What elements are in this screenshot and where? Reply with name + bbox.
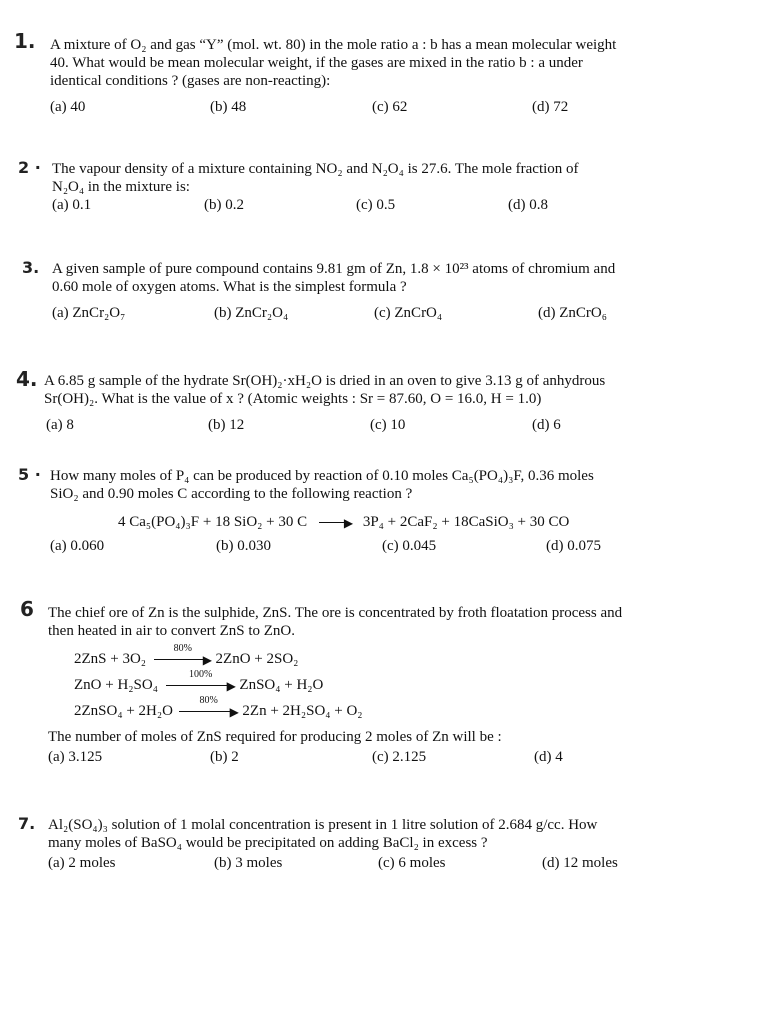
arrow-head-icon: ▶ (202, 652, 213, 667)
question-text-line: 40. What would be mean molecular weight, if the gases are mixed in the ratio b : a under (50, 55, 583, 71)
question-text-line: SiO₂ and 0.90 moles C according to the following reaction ? (50, 486, 413, 502)
option-a: (a) 0.1 (52, 197, 92, 213)
question-text-line: A 6.85 g sample of the hydrate Sr(OH)₂·xH₂O is dried in an oven to give 3.13 g of anhydrous (44, 373, 606, 389)
option-d: (d) 4 (534, 749, 563, 765)
arrow-head-icon: ▶ (229, 704, 239, 719)
option-c: (c) 62 (372, 99, 408, 115)
yield-label: 100% (189, 669, 213, 681)
question-text-line: identical conditions ? (gases are non-reacting): (50, 73, 331, 89)
option-b: (b) 48 (210, 99, 247, 115)
option-b: (b) 0.030 (216, 538, 271, 554)
option-b: (b) 2 (210, 749, 239, 765)
question-number: 4. (16, 367, 38, 391)
question-text-line: A mixture of O₂ and gas “Y” (mol. wt. 80) in the mole ratio a : b has a mean molecular weight (50, 37, 617, 53)
question-number: 5 · (18, 465, 41, 484)
options-row (52, 304, 702, 322)
products: 2Zn + 2H₂SO₄ + O₂ (242, 703, 363, 719)
question-text-line: then heated in air to convert ZnS to ZnO. (48, 623, 296, 639)
question-text-line: The chief ore of Zn is the sulphide, ZnS. The ore is concentrated by froth floatation process and (48, 605, 623, 621)
arrow-head-icon: ▶ (226, 678, 236, 693)
options-row (50, 537, 700, 555)
reactants: 2ZnSO₄ + 2H₂O (74, 703, 173, 719)
option-c: (c) ZnCrO₄ (374, 305, 443, 321)
question-text-line: N₂O₄ in the mixture is: (52, 179, 190, 195)
option-d: (d) 72 (532, 99, 569, 115)
option-b: (b) 3 moles (214, 855, 283, 871)
yield-arrow (179, 695, 239, 721)
arrow-shaft-icon (179, 711, 233, 712)
option-a: (a) 8 (46, 417, 74, 433)
reactants: ZnO + H₂SO₄ (74, 677, 158, 693)
option-a: (a) 40 (50, 99, 86, 115)
option-c: (c) 10 (370, 417, 406, 433)
reaction-equation (118, 513, 569, 532)
option-d: (d) 0.8 (508, 197, 548, 213)
question-text-line: Al₂(SO₄)₃ solution of 1 molal concentration is present in 1 litre solution of 2.684 g/cc. How (48, 817, 598, 833)
question-text-line: Sr(OH)₂. What is the value of x ? (Atomic weights : Sr = 87.60, O = 16.0, H = 1.0) (44, 391, 542, 407)
reactants: 4 Ca₅(PO₄)₃F + 18 SiO₂ + 30 C (118, 514, 308, 530)
option-a: (a) 2 moles (48, 855, 116, 871)
option-a: (a) 0.060 (50, 538, 105, 554)
option-b: (b) ZnCr₂O₄ (214, 305, 289, 321)
options-row (48, 854, 698, 872)
arrow-head-icon: ▶ (343, 515, 354, 530)
question-number: 7. (18, 814, 36, 833)
yield-label: 80% (199, 695, 218, 707)
option-a: (a) ZnCr₂O₇ (52, 305, 126, 321)
option-a: (a) 3.125 (48, 749, 103, 765)
option-d: (d) 6 (532, 417, 561, 433)
option-c: (c) 0.045 (382, 538, 437, 554)
option-b: (b) 12 (208, 417, 245, 433)
options-row (52, 196, 702, 214)
option-d: (d) 12 moles (542, 855, 618, 871)
options-row (48, 748, 698, 766)
option-d: (d) 0.075 (546, 538, 601, 554)
arrow-shaft-icon (166, 685, 230, 686)
question-text-line: 0.60 mole of oxygen atoms. What is the simplest formula ? (52, 279, 407, 295)
option-c: (c) 0.5 (356, 197, 396, 213)
question-text-line: many moles of BaSO₄ would be precipitated on adding BaCl₂ in excess ? (48, 835, 488, 851)
question-text-line: How many moles of P₄ can be produced by reaction of 0.10 moles Ca₅(PO₄)₃F, 0.36 moles (50, 468, 594, 484)
option-c: (c) 2.125 (372, 749, 427, 765)
arrow-shaft-icon (154, 659, 206, 660)
question-text-line: The vapour density of a mixture containing NO₂ and N₂O₄ is 27.6. The mole fraction of (52, 161, 579, 177)
reaction-arrow-icon (319, 522, 347, 523)
products: 3P₄ + 2CaF₂ + 18CaSiO₃ + 30 CO (362, 514, 570, 530)
option-c: (c) 6 moles (378, 855, 446, 871)
options-row (50, 98, 700, 116)
question-text-line: The number of moles of ZnS required for producing 2 moles of Zn will be : (48, 729, 502, 745)
option-d: (d) ZnCrO₆ (538, 305, 607, 321)
options-row (46, 416, 696, 434)
reactants: 2ZnS + 3O₂ (74, 651, 147, 667)
question-number: 2 · (18, 158, 41, 177)
option-b: (b) 0.2 (204, 197, 244, 213)
question-number: 3. (22, 258, 40, 277)
question-text-line: A given sample of pure compound contains 9.81 gm of Zn, 1.8 × 10²³ atoms of chromium and (52, 261, 616, 277)
yield-label: 80% (173, 643, 192, 655)
question-number: 6 (20, 597, 34, 621)
products: ZnSO₄ + H₂O (239, 677, 324, 693)
products: 2ZnO + 2SO₂ (215, 651, 299, 667)
question-number: 1. (14, 29, 36, 53)
equation-3 (74, 695, 363, 721)
